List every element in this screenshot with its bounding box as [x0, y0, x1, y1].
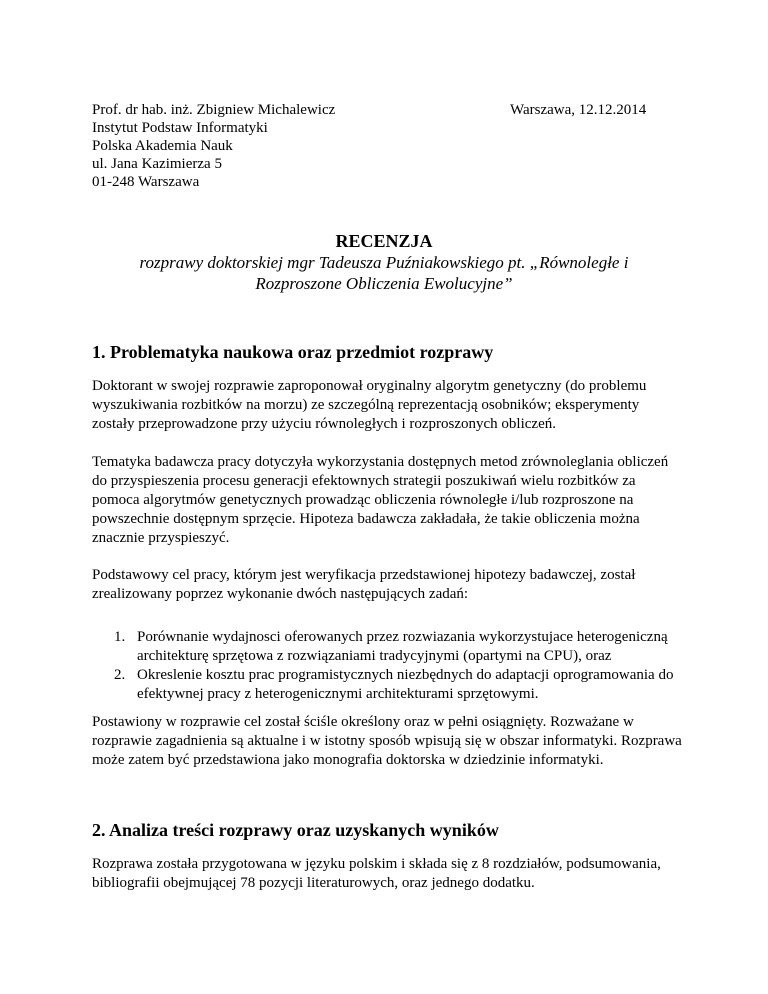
address-line-city: 01-248 Warszawa: [92, 174, 200, 190]
section-2-heading: 2. Analiza treści rozprawy oraz uzyskanych wyników: [92, 820, 499, 840]
list-item: [92, 628, 682, 666]
list-item: [92, 666, 682, 704]
task-list: [92, 628, 682, 704]
address-line-academy: Polska Akademia Nauk: [92, 138, 233, 154]
list-item-text: Porównanie wydajnosci oferowanych przez rozwiazania wykorzystujace heterogeniczną architekturę sprzętowa z rozwiązaniami tradycyjnymi (opartymi na CPU), oraz: [137, 629, 668, 664]
list-item-text: Okreslenie kosztu prac programistycznych niezbędnych do adaptacji oprogramowania do efektywnej pracy z heterogenicznymi architekturami sprzętowymi.: [137, 667, 674, 702]
document-subtitle: rozprawy doktorskiej mgr Tadeusza Puźniakowskiego pt. „Równoległe i Rozproszone Obliczenia Ewolucyjne”: [139, 253, 629, 293]
sender-address: [92, 101, 335, 191]
section-1-heading: 1. Problematyka naukowa oraz przedmiot rozprawy: [92, 342, 494, 362]
place-date: Warszawa, 12.12.2014: [510, 102, 647, 118]
section-1-paragraph-2: Tematyka badawcza pracy dotyczyła wykorzystania dostępnych metod zrównoleglania obliczeń do przyspieszenia procesu generacji efektownych strategii poszukiwań wielu rozbitków za pomoca algorytmów genetycznych prowadząc obliczenia równoległe i/lub rozproszone na powszechnie dostępnym sprzęcie. Hipoteza badawcza zakładała, że takie obliczenia można znacznie przyspieszyć.: [92, 454, 669, 546]
section-1-paragraph-1: Doktorant w swojej rozprawie zaproponował oryginalny algorytm genetyczny (do problemu wyszukiwania rozbitków na morzu) ze szczególną reprezentacją osobników; eksperymenty zostały przeprowadzone przy użyciu równoległych i rozproszonych obliczeń.: [92, 378, 647, 432]
section-1-closing-paragraph: Postawiony w rozprawie cel został ściśle określony oraz w pełni osiągnięty. Rozważane w rozprawie zagadnienia są aktualne i w istotny sposób wpisują się w obszar informatyki. Rozprawa może zatem być przedstawiona jako monografia doktorska w dziedzinie informatyki.: [92, 714, 682, 768]
document-title: RECENZJA: [335, 231, 433, 251]
list-item-number: 1.: [114, 629, 126, 645]
address-line-institute: Instytut Podstaw Informatyki: [92, 120, 268, 136]
section-1-paragraph-3: Podstawowy cel pracy, którym jest weryfikacja przedstawionej hipotezy badawczej, został zrealizowany poprzez wykonanie dwóch następujących zadań:: [92, 567, 636, 602]
address-line-street: ul. Jana Kazimierza 5: [92, 156, 222, 172]
address-line-name: Prof. dr hab. inż. Zbigniew Michalewicz: [92, 102, 336, 118]
section-2-paragraph: Rozprawa została przygotowana w języku polskim i składa się z 8 rozdziałów, podsumowania, bibliografii obejmującej 78 pozycji literaturowych, oraz jednego dodatku.: [92, 856, 661, 891]
list-item-number: 2.: [114, 667, 126, 683]
